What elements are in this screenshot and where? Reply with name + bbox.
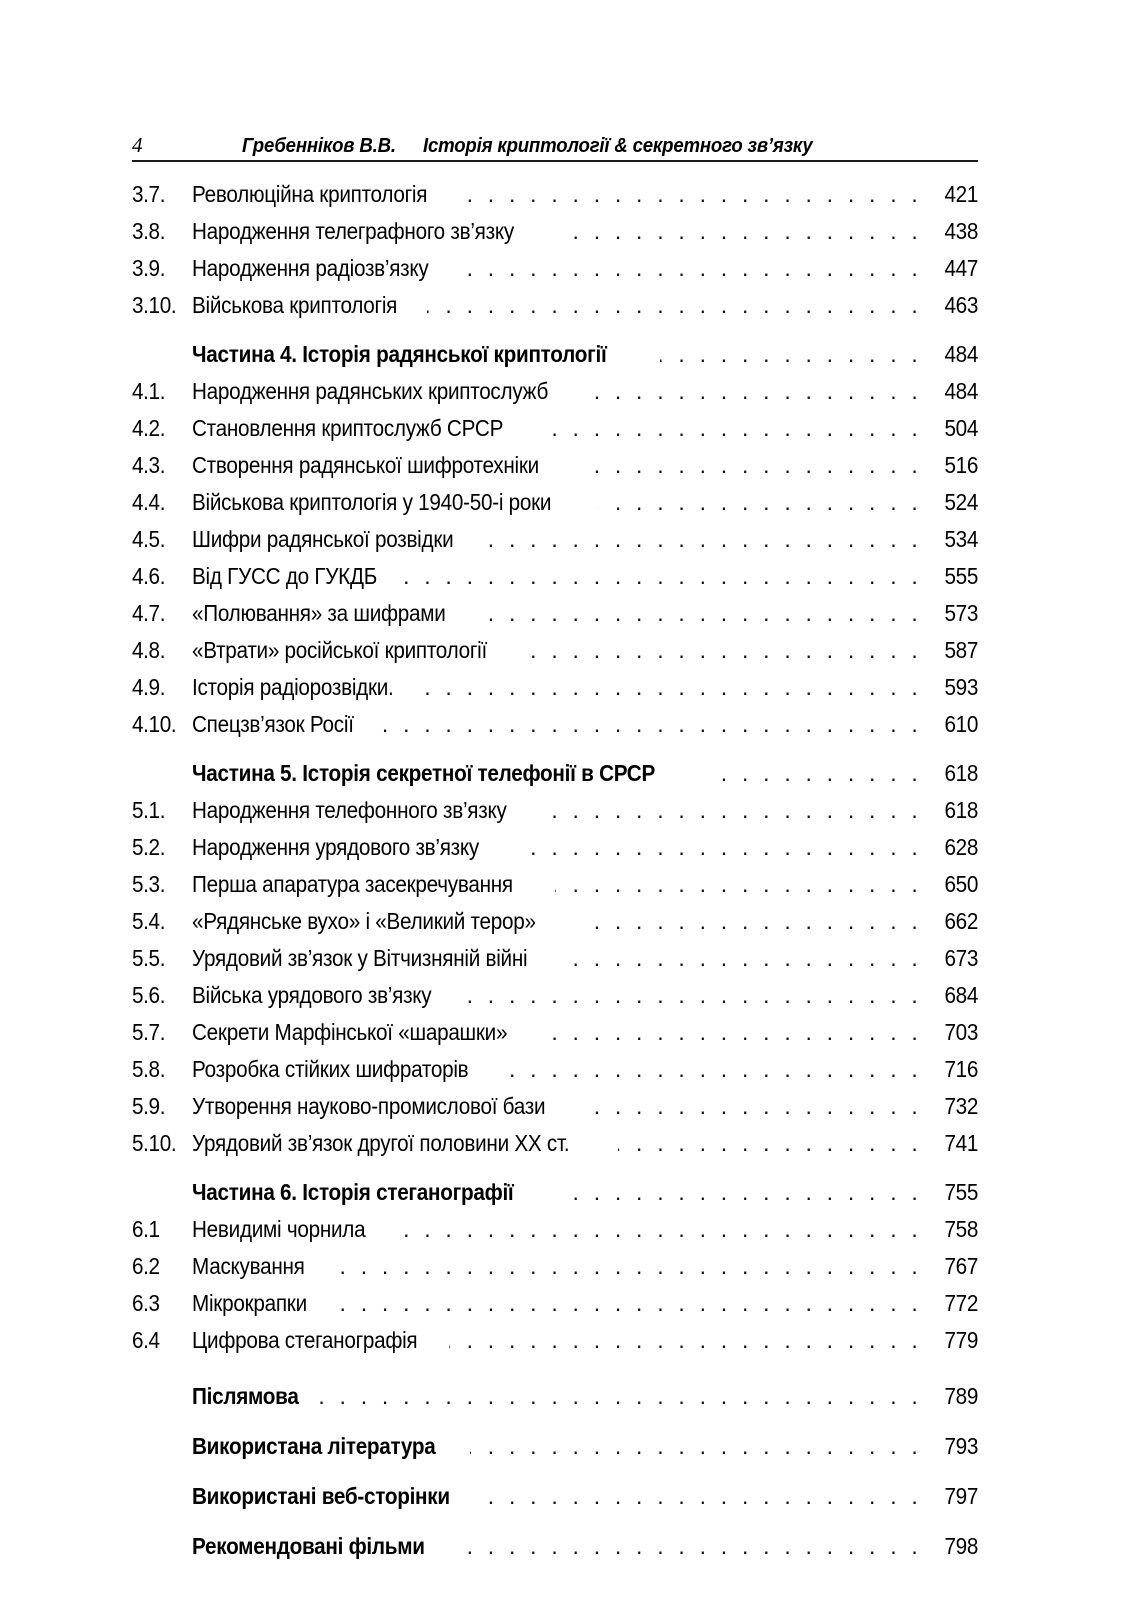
toc-entry-page-number: 779 bbox=[944, 1327, 978, 1353]
toc-leader-dots bbox=[465, 977, 922, 1014]
toc-entry-page-number: 421 bbox=[944, 181, 978, 207]
toc-entry[interactable] bbox=[132, 632, 978, 669]
toc-entry-number: 4.7. bbox=[132, 600, 166, 626]
toc-entry-title: Війська урядового зв’язку bbox=[192, 982, 432, 1008]
toc-entry-number: 4.10. bbox=[132, 711, 177, 737]
toc-leader-dots bbox=[486, 1471, 923, 1521]
toc-leader-dots bbox=[460, 176, 922, 213]
toc-entry-title: Від ГУСС до ГУКДБ bbox=[192, 563, 378, 589]
toc-entry-page-number: 484 bbox=[944, 378, 978, 404]
toc-entry-number: 5.3. bbox=[132, 871, 166, 897]
toc-entry-page-number: 573 bbox=[944, 600, 978, 626]
toc-entry[interactable] bbox=[132, 1014, 978, 1051]
table-of-contents bbox=[132, 176, 978, 1571]
toc-backmatter-entry[interactable] bbox=[132, 1521, 978, 1571]
toc-entry-number: 3.10. bbox=[132, 292, 177, 318]
toc-entry[interactable] bbox=[132, 977, 978, 1014]
toc-entry-page-number: 793 bbox=[944, 1433, 978, 1459]
toc-entry[interactable] bbox=[132, 410, 978, 447]
toc-entry-page-number: 703 bbox=[944, 1019, 978, 1045]
toc-leader-dots bbox=[545, 410, 922, 447]
running-header bbox=[132, 126, 978, 162]
toc-entry-number: 4.2. bbox=[132, 415, 166, 441]
toc-leader-dots bbox=[489, 521, 922, 558]
toc-leader-dots bbox=[506, 1051, 922, 1088]
toc-leader-dots bbox=[470, 1421, 922, 1471]
toc-entry-title: Частина 4. Історія радянської криптології bbox=[192, 341, 607, 367]
toc-entry-title: Військова криптологія у 1940-50-і роки bbox=[192, 489, 552, 515]
toc-part-heading[interactable] bbox=[132, 336, 978, 373]
toc-entry-page-number: 797 bbox=[944, 1483, 978, 1509]
toc-leader-dots bbox=[462, 250, 922, 287]
toc-leader-dots bbox=[518, 829, 922, 866]
toc-entry-title: Секрети Марфінської «шарашки» bbox=[192, 1019, 508, 1045]
toc-entry-page-number: 673 bbox=[944, 945, 978, 971]
toc-entry[interactable] bbox=[132, 213, 978, 250]
toc-leader-dots bbox=[549, 792, 922, 829]
toc-entry-number: 5.9. bbox=[132, 1093, 166, 1119]
toc-entry-title: Військова криптологія bbox=[192, 292, 398, 318]
toc-entry[interactable] bbox=[132, 287, 978, 324]
toc-entry-page-number: 772 bbox=[944, 1290, 978, 1316]
toc-entry-number: 4.4. bbox=[132, 489, 166, 515]
toc-entry[interactable] bbox=[132, 176, 978, 213]
page-folio: 4 bbox=[132, 133, 143, 157]
toc-entry-page-number: 618 bbox=[944, 760, 978, 786]
toc-entry-page-number: 650 bbox=[944, 871, 978, 897]
toc-entry-number: 5.4. bbox=[132, 908, 166, 934]
toc-leader-dots bbox=[379, 706, 922, 743]
toc-entry-title: Мікрокрапки bbox=[192, 1290, 307, 1316]
toc-entry-page-number: 484 bbox=[944, 341, 978, 367]
toc-leader-dots bbox=[324, 1248, 922, 1285]
toc-entry-title: Народження радянських криптослужб bbox=[192, 378, 549, 404]
toc-entry-number: 4.9. bbox=[132, 674, 166, 700]
toc-entry-title: Урядовий зв’язок другої половини ХХ ст. bbox=[192, 1130, 570, 1156]
toc-entry-page-number: 463 bbox=[944, 292, 978, 318]
toc-entry-number: 3.9. bbox=[132, 255, 166, 281]
toc-entry-title: Розробка стійких шифраторів bbox=[192, 1056, 469, 1082]
toc-backmatter-entry[interactable] bbox=[132, 1421, 978, 1471]
toc-entry[interactable] bbox=[132, 903, 978, 940]
toc-entry-page-number: 516 bbox=[944, 452, 978, 478]
toc-entry-number: 5.10. bbox=[132, 1130, 177, 1156]
toc-entry-page-number: 628 bbox=[944, 834, 978, 860]
toc-entry-page-number: 789 bbox=[944, 1383, 978, 1409]
toc-entry[interactable] bbox=[132, 1248, 978, 1285]
toc-entry-number: 4.5. bbox=[132, 526, 166, 552]
toc-entry-title: Шифри радянської розвідки bbox=[192, 526, 454, 552]
toc-entry[interactable] bbox=[132, 1051, 978, 1088]
toc-entry[interactable] bbox=[132, 792, 978, 829]
toc-entry-page-number: 732 bbox=[944, 1093, 978, 1119]
toc-leader-dots bbox=[549, 1014, 922, 1051]
toc-entry-title: Використані веб-сторінки bbox=[192, 1483, 450, 1509]
header-author: Гребенніков В.В. bbox=[242, 135, 396, 157]
toc-entry[interactable] bbox=[132, 669, 978, 706]
toc-entry-page-number: 684 bbox=[944, 982, 978, 1008]
toc-entry-title: Післямова bbox=[192, 1383, 299, 1409]
toc-leader-dots bbox=[555, 866, 922, 903]
toc-leader-dots bbox=[392, 1211, 922, 1248]
toc-entry-page-number: 534 bbox=[944, 526, 978, 552]
toc-entry-number: 5.1. bbox=[132, 797, 166, 823]
toc-entry-number: 6.3 bbox=[132, 1290, 160, 1316]
toc-entry-page-number: 610 bbox=[944, 711, 978, 737]
toc-entry-number: 4.8. bbox=[132, 637, 166, 663]
toc-entry-page-number: 587 bbox=[944, 637, 978, 663]
toc-leader-dots bbox=[458, 1521, 922, 1571]
toc-entry-number: 4.6. bbox=[132, 563, 166, 589]
toc-entry-number: 4.1. bbox=[132, 378, 166, 404]
toc-leader-dots bbox=[405, 558, 922, 595]
toc-entry-title: Створення радянської шифротехніки bbox=[192, 452, 539, 478]
toc-entry[interactable] bbox=[132, 1211, 978, 1248]
toc-entry-page-number: 504 bbox=[944, 415, 978, 441]
toc-leader-dots bbox=[556, 1174, 922, 1211]
toc-entry-title: Невидимі чорнила bbox=[192, 1216, 366, 1242]
toc-entry-page-number: 438 bbox=[944, 218, 978, 244]
toc-entry-title: Використана література bbox=[192, 1433, 436, 1459]
toc-entry[interactable] bbox=[132, 484, 978, 521]
toc-entry-title: Становлення криптослужб СРСР bbox=[192, 415, 504, 441]
toc-leader-dots bbox=[592, 1088, 922, 1125]
toc-entry-title: Маскування bbox=[192, 1253, 305, 1279]
toc-leader-dots bbox=[557, 213, 922, 250]
toc-entry-number: 5.5. bbox=[132, 945, 166, 971]
toc-entry[interactable] bbox=[132, 1285, 978, 1322]
toc-backmatter-entry[interactable] bbox=[132, 1471, 978, 1521]
toc-leader-dots bbox=[527, 632, 922, 669]
toc-entry-title: «Полювання» за шифрами bbox=[192, 600, 446, 626]
toc-entry-page-number: 758 bbox=[944, 1216, 978, 1242]
toc-entry[interactable] bbox=[132, 1125, 978, 1162]
toc-entry-title: Революційна криптологія bbox=[192, 181, 428, 207]
header-title-group bbox=[242, 136, 842, 160]
toc-leader-dots bbox=[423, 669, 922, 706]
toc-entry-number: 6.1 bbox=[132, 1216, 160, 1242]
toc-leader-dots bbox=[481, 595, 922, 632]
header-book-title: Історія криптології & секретного зв’язку bbox=[423, 135, 813, 157]
toc-entry-number: 5.2. bbox=[132, 834, 166, 860]
toc-leader-dots bbox=[598, 484, 922, 521]
toc-leader-dots bbox=[449, 1322, 922, 1359]
toc-entry[interactable] bbox=[132, 866, 978, 903]
toc-entry[interactable] bbox=[132, 595, 978, 632]
toc-leader-dots bbox=[713, 755, 922, 792]
toc-leader-dots bbox=[572, 940, 922, 977]
toc-entry[interactable] bbox=[132, 706, 978, 743]
toc-entry-title: Історія радіорозвідки. bbox=[192, 674, 394, 700]
toc-entry[interactable] bbox=[132, 829, 978, 866]
toc-entry-page-number: 741 bbox=[944, 1130, 978, 1156]
toc-leader-dots bbox=[584, 447, 922, 484]
toc-entry-page-number: 447 bbox=[944, 255, 978, 281]
toc-entry-page-number: 798 bbox=[944, 1533, 978, 1559]
toc-entry-number: 3.8. bbox=[132, 218, 166, 244]
toc-entry-title: Утворення науково-промислової бази bbox=[192, 1093, 546, 1119]
toc-part-heading[interactable] bbox=[132, 755, 978, 792]
toc-entry-page-number: 618 bbox=[944, 797, 978, 823]
toc-entry-number: 5.7. bbox=[132, 1019, 166, 1045]
toc-leader-dots bbox=[327, 1285, 922, 1322]
toc-entry-page-number: 593 bbox=[944, 674, 978, 700]
toc-leader-dots bbox=[317, 1371, 922, 1421]
toc-entry[interactable] bbox=[132, 447, 978, 484]
toc-entry-page-number: 524 bbox=[944, 489, 978, 515]
toc-entry[interactable] bbox=[132, 1088, 978, 1125]
toc-entry-number: 5.6. bbox=[132, 982, 166, 1008]
toc-leader-dots bbox=[427, 287, 922, 324]
toc-part-heading[interactable] bbox=[132, 1174, 978, 1211]
toc-entry-page-number: 755 bbox=[944, 1179, 978, 1205]
toc-entry-number: 5.8. bbox=[132, 1056, 166, 1082]
toc-entry-title: Частина 5. Історія секретної телефонії в СРСР bbox=[192, 760, 656, 786]
toc-entry-title: Рекомендовані фільми bbox=[192, 1533, 425, 1559]
toc-backmatter-entry[interactable] bbox=[132, 1371, 978, 1421]
toc-entry-page-number: 716 bbox=[944, 1056, 978, 1082]
toc-entry-page-number: 555 bbox=[944, 563, 978, 589]
toc-entry-title: Народження радіозв’язку bbox=[192, 255, 429, 281]
toc-entry-title: «Втрати» російської криптології bbox=[192, 637, 487, 663]
toc-entry-number: 6.2 bbox=[132, 1253, 160, 1279]
toc-entry[interactable] bbox=[132, 521, 978, 558]
toc-leader-dots bbox=[618, 1125, 922, 1162]
toc-entry-title: Народження урядового зв’язку bbox=[192, 834, 480, 860]
toc-entry-title: Народження телефонного зв’язку bbox=[192, 797, 507, 823]
toc-entry[interactable] bbox=[132, 250, 978, 287]
toc-entry[interactable] bbox=[132, 558, 978, 595]
toc-entry-page-number: 662 bbox=[944, 908, 978, 934]
toc-entry-title: Спецзв’язок Росії bbox=[192, 711, 354, 737]
toc-entry[interactable] bbox=[132, 940, 978, 977]
toc-entry-number: 3.7. bbox=[132, 181, 166, 207]
toc-entry-title: Частина 6. Історія стеганографії bbox=[192, 1179, 514, 1205]
toc-entry[interactable] bbox=[132, 1322, 978, 1359]
toc-leader-dots bbox=[581, 903, 922, 940]
toc-leader-dots bbox=[660, 336, 922, 373]
toc-leader-dots bbox=[595, 373, 922, 410]
toc-entry[interactable] bbox=[132, 373, 978, 410]
toc-entry-number: 4.3. bbox=[132, 452, 166, 478]
toc-entry-title: «Рядянське вухо» і «Великий терор» bbox=[192, 908, 536, 934]
toc-entry-page-number: 767 bbox=[944, 1253, 978, 1279]
toc-entry-title: Цифрова стеганографія bbox=[192, 1327, 418, 1353]
toc-entry-title: Урядовий зв’язок у Вітчизняній війні bbox=[192, 945, 528, 971]
toc-entry-title: Народження телеграфного зв’язку bbox=[192, 218, 514, 244]
toc-entry-title: Перша апаратура засекречування bbox=[192, 871, 513, 897]
toc-entry-number: 6.4 bbox=[132, 1327, 160, 1353]
